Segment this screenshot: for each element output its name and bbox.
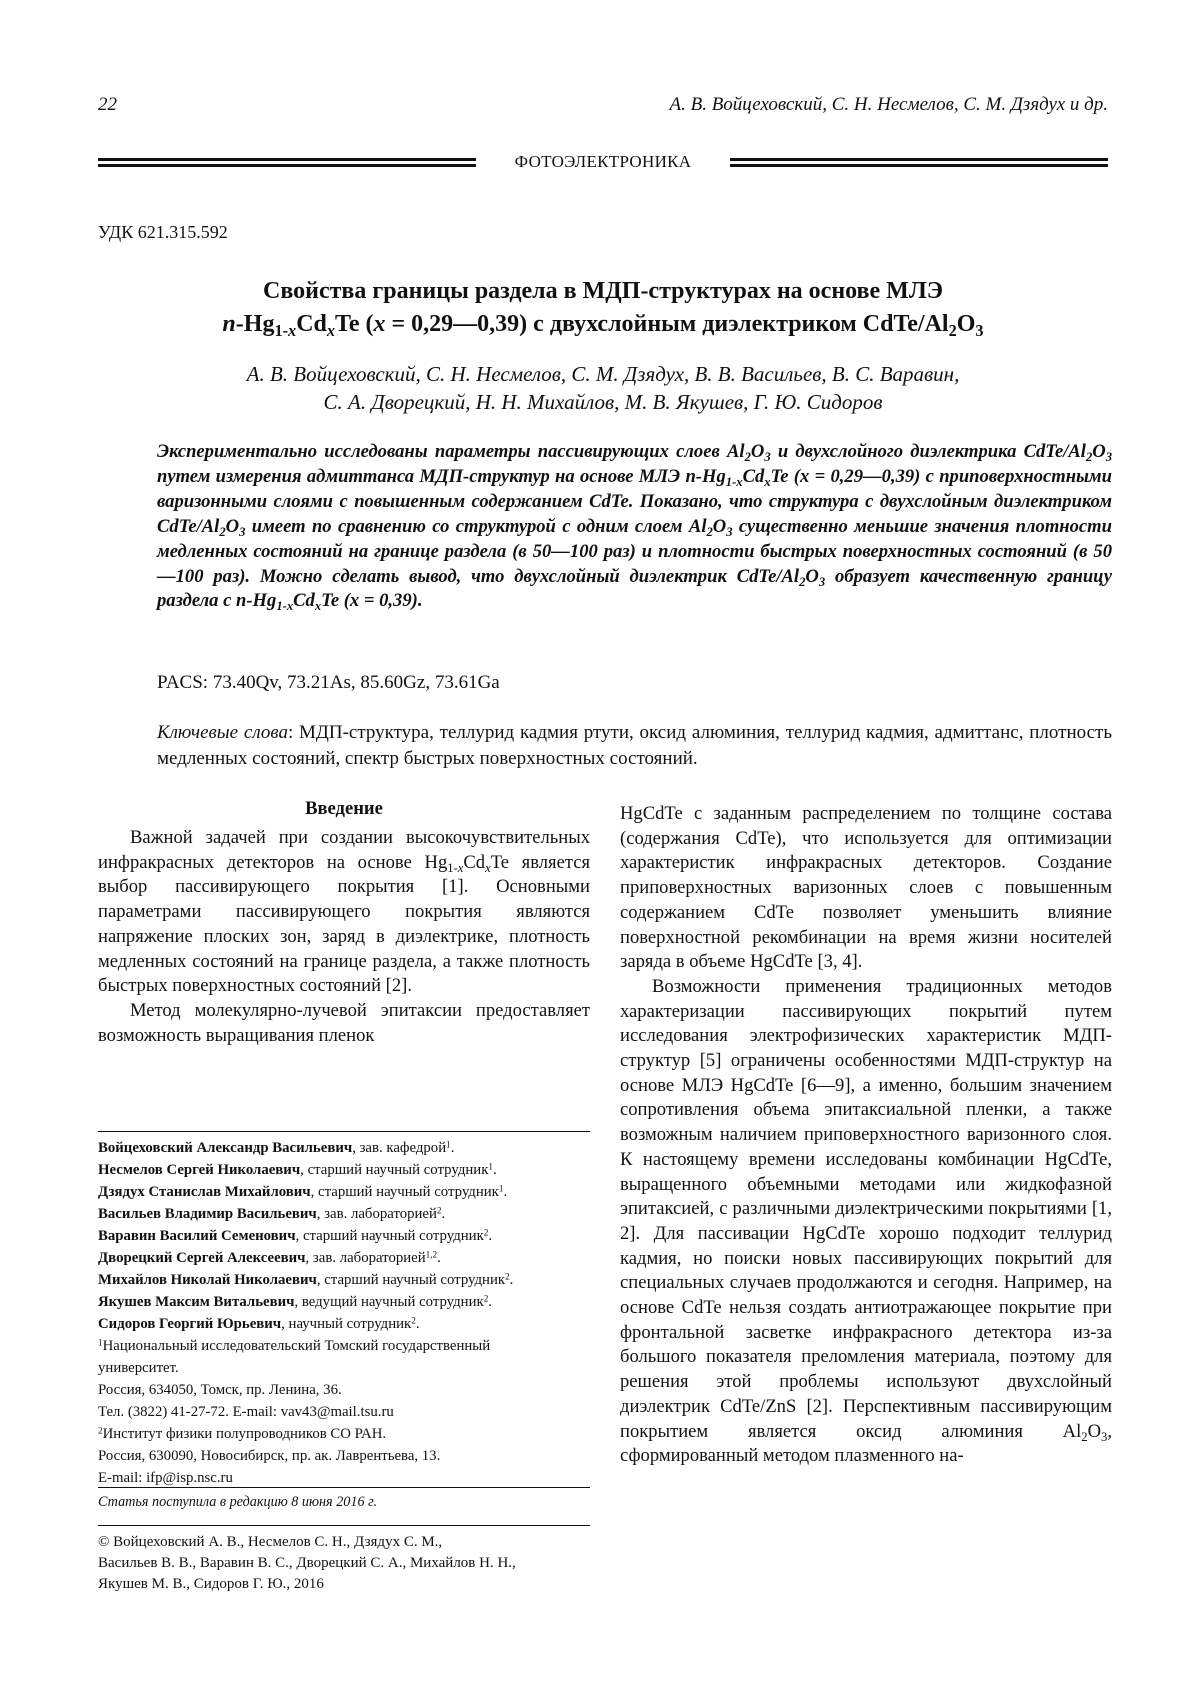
author-note (98, 1159, 590, 1181)
author-note-role: , зав. лабораторией$^{1,2}$. (305, 1249, 441, 1266)
author-note-role: , ведущий научный сотрудник$^2$. (294, 1293, 492, 1310)
author-note-role: , старший научный сотрудник$^2$. (316, 1271, 514, 1288)
author-note (98, 1313, 590, 1335)
copyright-notice: © Войцеховский А. В., Несмелов С. Н., Дзядух С. М., Васильев В. В., Варавин В. С., Дворецкий С. А., Михайлов Н. Н., Якушев М. В., Сидоров Г. Ю., 2016 (98, 1534, 516, 1592)
received-divider (98, 1487, 590, 1488)
abstract: Экспериментально исследованы параметры пассивирующих слоев $Al_2O_3$ и двухслойного диэлектрика CdTe/$Al_2O_3$ путем измерения адмиттанса МДП-структур на основе МЛЭ $n-Hg_{1-x}Cd_xTe$ (x = 0,29—0,39) с приповерхностными варизонными слоями с повышенным содержанием CdTe. Показано, что структура с двухслойным диэлектриком CdTe/$Al_2O_3$ имеет по сравнению со структурой с одним слоем $Al_2O_3$ существенно меньшие значения плотности медленных состояний на границе раздела (в 50—100 раз) и плотности быстрых поверхностных состояний (в 50—100 раз). Можно сделать вывод, что двухслойный диэлектрик CdTe/$Al_2O_3$ образует качественную границу раздела с $n-Hg_{1-x}Cd_xTe$ (x = 0,39). (157, 441, 1113, 614)
body-column-left: Важной задачей при создании высокочувствительных инфракрасных детекторов на основе $Hg_{1-x}Cd_xTe$ является выбор пассивирующего покрытия [1]. Основными параметрами пассивирующего покрытия являются напряжение плоских зон, заряд в диэлектрике, плотность медленных состояний на границе раздела, а также плотность быстрых поверхностных состояний [2]. Метод молекулярно-лучевой эпитаксии предоставляет возможность выращивания пленок (98, 827, 590, 1046)
copyright-divider (98, 1525, 590, 1526)
author-note-role: , зав. лабораторией$^2$. (316, 1205, 446, 1222)
author-note-name: Васильев Владимир Васильевич (98, 1206, 317, 1222)
author-note (98, 1137, 590, 1159)
author-note-name: Варавин Василий Семенович (98, 1228, 296, 1244)
author-footnotes (98, 1137, 590, 1489)
affiliation-line: $^2$Институт физики полупроводников СО РАН. (98, 1425, 387, 1442)
author-list: А. В. Войцеховский, С. Н. Несмелов, С. М. Дзядух, В. В. Васильев, В. С. Варавин, С. А. Дворецкий, Н. Н. Михайлов, М. В. Якушев, Г. Ю. Сидоров (246, 362, 960, 414)
author-note-role: , научный сотрудник$^2$. (281, 1315, 420, 1332)
author-note-name: Якушев Максим Витальевич (98, 1294, 295, 1310)
section-heading-introduction: Введение (305, 798, 383, 819)
author-note-role: , зав. кафедрой$^1$. (352, 1139, 455, 1156)
keywords: Ключевые слова: МДП-структура, теллурид кадмия ртути, оксид алюминия, теллурид кадмия, адмиттанс, плотность медленных состояний, спектр быстрых поверхностных состояний. (157, 722, 1112, 769)
section-label: ФОТОЭЛЕКТРОНИКА (514, 152, 692, 171)
author-note-role: , старший научный сотрудник$^1$. (300, 1161, 497, 1178)
banner-rule-left (98, 158, 476, 168)
author-note-role: , старший научный сотрудник$^1$. (310, 1183, 508, 1200)
affiliation-line: E-mail: ifp@isp.nsc.ru (98, 1470, 233, 1486)
affiliation-line: Россия, 634050, Томск, пр. Ленина, 36. (98, 1382, 342, 1398)
affiliation-line: Россия, 630090, Новосибирск, пр. ак. Лаврентьева, 13. (98, 1448, 441, 1464)
author-note-role: , старший научный сотрудник$^2$. (295, 1227, 493, 1244)
section-banner (98, 152, 1108, 174)
page-number: 22 (98, 94, 117, 115)
banner-rule-right (730, 158, 1108, 168)
received-date: Статья поступила в редакцию 8 июня 2016 г. (98, 1494, 378, 1510)
affiliation-line: Тел. (3822) 41-27-72. E-mail: vav43@mail.tsu.ru (98, 1404, 394, 1420)
footnote-divider (98, 1131, 590, 1132)
pacs-codes: PACS: 73.40Qv, 73.21As, 85.60Gz, 73.61Ga (157, 672, 500, 693)
author-note (98, 1225, 590, 1247)
author-note-name: Войцеховский Александр Васильевич (98, 1140, 353, 1156)
author-note (98, 1181, 590, 1203)
affiliation-line: $^1$Национальный исследовательский Томский государственный (98, 1337, 491, 1354)
author-note-name: Дзядух Станислав Михайлович (98, 1184, 311, 1200)
article-title: Свойства границы раздела в МДП-структурах на основе МЛЭ $n-Hg_{1-x}Cd_xTe$ (x = 0,29—0,39) с двухслойным диэлектриком CdTe/$Al_2O_3$ (222, 278, 984, 340)
running-header-authors: А. В. Войцеховский, С. Н. Несмелов, С. М. Дзядух и др. (669, 94, 1108, 115)
author-notes-list (98, 1137, 590, 1335)
author-note-name: Дворецкий Сергей Алексеевич (98, 1250, 306, 1266)
author-note (98, 1291, 590, 1313)
author-note (98, 1269, 590, 1291)
author-note-name: Несмелов Сергей Николаевич (98, 1162, 301, 1178)
author-note (98, 1203, 590, 1225)
author-note-name: Сидоров Георгий Юрьевич (98, 1316, 282, 1332)
author-note (98, 1247, 590, 1269)
author-note-name: Михайлов Николай Николаевич (98, 1272, 317, 1288)
affiliation-line: университет. (98, 1360, 179, 1376)
affiliations (98, 1335, 590, 1489)
udc-code: УДК 621.315.592 (98, 222, 228, 242)
body-column-right: HgCdTe с заданным распределением по толщине состава (содержания CdTe), что используется для оптимизации характеристик инфракрасных детекторов. Создание приповерхностных варизонных слоев с повышенным содержанием CdTe позволяет уменьшить влияние поверхностной рекомбинации на время жизни носителей заряда в объеме HgCdTe [3, 4]. Возможности применения традиционных методов характеризации пассивирующих покрытий путем исследования электрофизических характеристик МДП-структур [5] ограничены особенностями МДП-структур на основе МЛЭ HgCdTe [6—9], а именно, большим значением сопротивления объема эпитаксиальной пленки, а также возможным наличием приповерхностного варизонного слоя. К настоящему времени исследованы комбинации HgCdTe, выращенного объемными методами или жидкофазной эпитаксией, с различными диэлектрическими покрытиями [1, 2]. Для пассивации HgCdTe хорошо подходит теллурид кадмия, но поиски новых пассивирующих покрытий для специальных случаев продолжаются и сегодня. Например, на основе CdTe нельзя создать антиотражающее покрытие при фронтальной засветке инфракрасного детектора из-за большого показателя преломления материала, поэтому для решения этой проблемы используют двухслойный диэлектрик CdTe/ZnS [2]. Перспективным пассивирующим покрытием является оксид алюминия $Al_2O_3$, сформированный методом плазменного на- (620, 803, 1112, 1467)
